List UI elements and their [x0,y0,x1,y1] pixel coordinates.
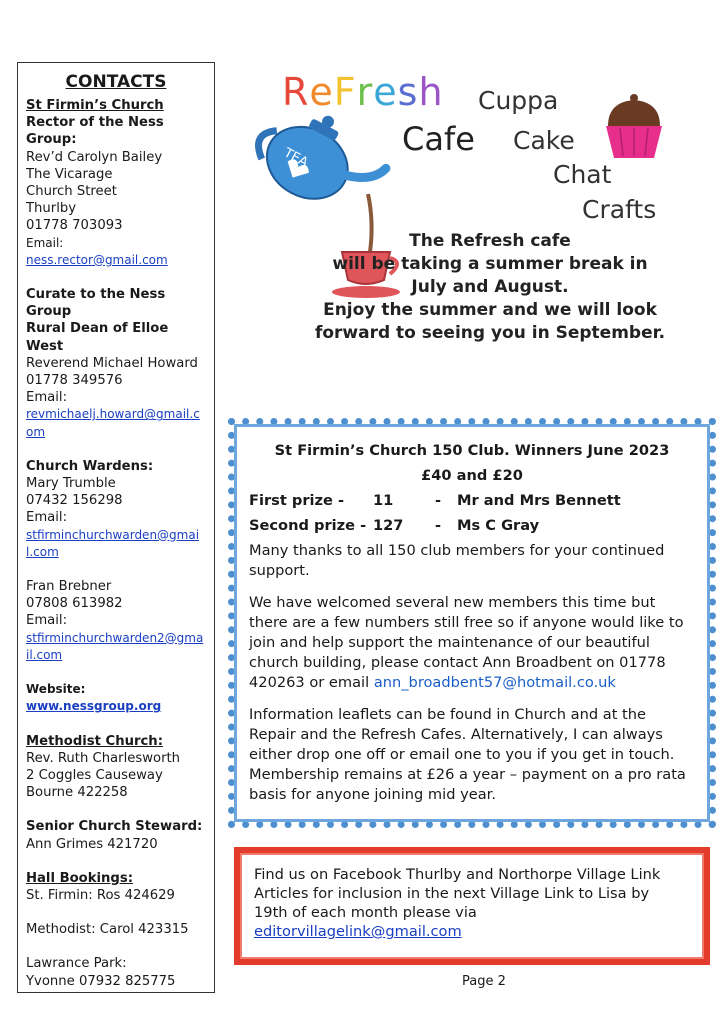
refresh-message [310,230,670,345]
contacts-title: CONTACTS [65,72,167,92]
contacts-panel [17,62,215,993]
refresh-title-letter: h [418,70,444,114]
refresh-title-letter: R [282,70,310,114]
curate-email-link[interactable]: revmichaelj.howard@gmail.com [26,407,200,439]
wardens-contact [26,458,206,561]
club-members-paragraph [249,593,695,693]
club-150-box [228,418,716,828]
curate-role-line1: Curate to the Ness [26,287,166,303]
page-number: Page 2 [462,974,506,989]
club-members-text: We have welcomed several new members this time but there are a few numbers still free so if anyone would like to join and help support the maintenance of our beautiful church building, please contact Ann Broadbent on 01778 420263 or email [249,594,684,691]
refresh-message-line5: forward to seeing you in September. [314,323,666,343]
refresh-message-line2: will be taking a summer break in [332,254,648,274]
refresh-title [282,70,444,114]
village-link-line1: Find us on Facebook Thurlby and Northorpe Village Link [254,866,661,883]
rector-address-line1: The Vicarage [26,166,113,182]
rector-email-label: Email: [26,235,64,250]
second-prize-dash: - [435,517,442,534]
first-prize-row [249,491,695,511]
curate-contact [26,286,206,441]
hall-firmin: St. Firmin: Ros 424629 [26,887,175,903]
wardens-heading: Church Wardens: [26,458,154,474]
hall-methodist: Methodist: Carol 423315 [26,922,189,938]
refresh-cafe-word: Cafe [402,120,475,158]
warden1-email-label: Email: [26,510,68,526]
refresh-cafe-notice [230,62,710,362]
first-prize-dash: - [435,492,442,509]
second-prize-winner: Ms C Gray [457,517,540,534]
rector-address-line2: Church Street [26,184,117,200]
curate-name: Reverend Michael Howard [26,355,198,371]
warden2-name: Fran Brebner [26,579,112,595]
club-title: St Firmin’s Church 150 Club. Winners June 2023 [274,442,670,459]
refresh-title-letter: e [373,70,398,114]
refresh-message-line3: July and August. [411,277,569,297]
refresh-message-line4: Enjoy the summer and we will look [323,300,657,320]
club-thanks-paragraph: Many thanks to all 150 club members for your continued support. [249,542,665,579]
rector-name: Rev’d Carolyn Bailey [26,149,163,165]
website-contact [26,681,206,715]
rector-email-link[interactable]: ness.rector@gmail.com [26,252,168,267]
warden2-email-link[interactable]: stfirminchurchwarden2@gmail.com [26,630,204,662]
second-prize-number: 127 [373,517,404,534]
refresh-chat-word: Chat [553,160,612,189]
methodist-address-line2: Bourne 422258 [26,785,128,801]
club-leaflets-paragraph: Information leaflets can be found in Church and at the Repair and the Refresh Cafes. Alternatively, I can always either drop one off or email one to you if you get in touch. Membership remains at £26 a year – payment on a pro rata basis for anyone joining mid year. [249,706,686,803]
methodist-contact [26,733,206,802]
website-link[interactable]: www.nessgroup.org [26,699,162,714]
refresh-title-letter: e [309,70,334,114]
hall-heading: Hall Bookings: [26,870,133,886]
warden2-contact [26,578,206,664]
club-amounts: £40 and £20 [421,467,523,484]
refresh-title-letter: r [356,70,374,114]
hall-bookings [26,870,206,990]
village-link-line2: Articles for inclusion in the next Village Link to Lisa by [254,885,650,902]
refresh-cake-word: Cake [513,126,575,155]
curate-role-line3: Rural Dean of Elloe West [26,321,169,354]
methodist-name: Rev. Ruth Charlesworth [26,750,181,766]
methodist-heading: Methodist Church: [26,733,163,749]
rector-role-line2: Group: [26,132,77,148]
refresh-cuppa-word: Cuppa [478,86,559,115]
second-prize-label: Second prize - [249,517,367,534]
refresh-title-letter: F [333,70,357,114]
refresh-message-line1: The Refresh cafe [409,231,571,251]
club-contact-email[interactable]: ann_broadbent57@hotmail.co.uk [373,674,616,691]
rector-role-line1: Rector of the Ness [26,115,164,131]
steward-contact [26,818,206,852]
steward-heading: Senior Church Steward: [26,819,203,835]
website-label: Website: [26,682,86,697]
methodist-address-line1: 2 Coggles Causeway [26,767,163,783]
warden1-phone: 07432 156298 [26,493,123,509]
second-prize-row [249,516,695,536]
village-link-box [234,847,710,965]
first-prize-number: 11 [373,492,394,509]
refresh-title-letter: s [397,70,419,114]
warden1-email-link[interactable]: stfirminchurchwarden@gmail.com [26,527,200,559]
first-prize-label: First prize - [249,492,345,509]
teapot-label: TEA [281,145,311,171]
st-firmin-heading: St Firmin’s Church [26,98,164,113]
rector-phone: 01778 703093 [26,218,123,234]
st-firmin-contact [26,97,206,269]
warden2-email-label: Email: [26,613,68,629]
curate-phone: 01778 349576 [26,373,123,389]
curate-role-line2: Group [26,304,72,320]
hall-lawrance-label: Lawrance Park: [26,956,127,972]
village-link-line3: 19th of each month please via [254,904,477,921]
first-prize-winner: Mr and Mrs Bennett [457,492,621,509]
hall-lawrance-contact: Yvonne 07932 825775 [26,973,176,989]
refresh-crafts-word: Crafts [582,195,657,224]
rector-address-line3: Thurlby [26,201,77,217]
warden2-phone: 07808 613982 [26,596,123,612]
warden1-name: Mary Trumble [26,476,116,492]
steward-line: Ann Grimes 421720 [26,836,158,852]
cupcake-icon [602,92,666,162]
village-link-email[interactable]: editorvillagelink@gmail.com [254,923,462,940]
curate-email-label: Email: [26,390,68,406]
